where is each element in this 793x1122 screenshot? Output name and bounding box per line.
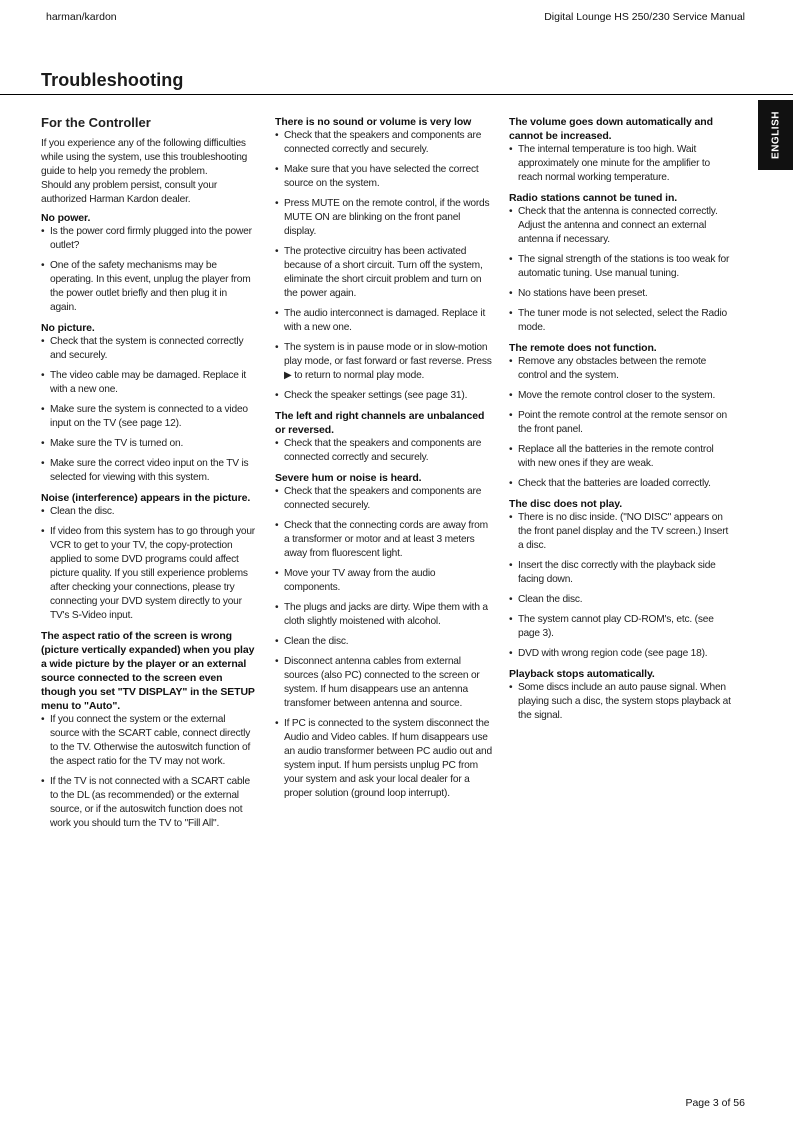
bullet-list — [509, 143, 731, 185]
bullet-list — [275, 485, 493, 801]
bullet-list — [509, 355, 731, 491]
bullet-item: • Is the power cord firmly plugged into the power outlet? — [41, 225, 256, 253]
bullet-list — [41, 713, 256, 831]
section-heading: There is no sound or volume is very low — [275, 116, 472, 128]
bullet-list — [41, 505, 256, 623]
section-heading: The disc does not play. — [509, 498, 623, 510]
trouble-section — [275, 409, 493, 465]
trouble-section — [41, 211, 256, 315]
column-2 — [275, 115, 493, 807]
col2-sections — [275, 115, 493, 801]
bullet-item: • Move your TV away from the audio components. — [275, 567, 493, 595]
bullet-item: • The tuner mode is not selected, select the Radio mode. — [509, 307, 731, 335]
bullet-item: • Check that the antenna is connected correctly. Adjust the antenna and connect an external antenna if necessary. — [509, 205, 731, 247]
bullet-item: • One of the safety mechanisms may be operating. In this event, unplug the player from the power outlet briefly and then plug it in again. — [41, 259, 256, 315]
bullet-item: • The protective circuitry has been activated because of a short circuit. Turn off the system, eliminate the short circuit problem and turn on the power again. — [275, 245, 493, 301]
bullet-item: • The audio interconnect is damaged. Replace it with a new one. — [275, 307, 493, 335]
bullet-item: • The system cannot play CD-ROM's, etc. (see page 3). — [509, 613, 731, 641]
section-heading: The remote does not function. — [509, 342, 657, 354]
bullet-item: • Check that the connecting cords are away from a transformer or motor and at least 3 meters away from fluorescent light. — [275, 519, 493, 561]
bullet-item: • Replace all the batteries in the remote control with new ones if they are weak. — [509, 443, 731, 471]
bullet-item: • Check that the system is connected correctly and securely. — [41, 335, 256, 363]
bullet-list — [41, 225, 256, 315]
page-title: Troubleshooting — [41, 70, 184, 90]
trouble-section — [509, 115, 731, 185]
bullet-item: • The plugs and jacks are dirty. Wipe them with a cloth slightly moistened with alcohol. — [275, 601, 493, 629]
bullet-item: • If you connect the system or the external source with the SCART cable, connect directly to the TV. Otherwise the autoswitch function of the aspect ratio for the TV may not work. — [41, 713, 256, 769]
bullet-item: • Check that the speakers and components are connected correctly and securely. — [275, 129, 493, 157]
bullet-list — [275, 437, 493, 465]
trouble-section — [275, 115, 493, 403]
bullet-item: • No stations have been preset. — [509, 287, 731, 301]
bullet-list — [275, 129, 493, 403]
bullet-item: • Clean the disc. — [509, 593, 731, 607]
bullet-item: • Clean the disc. — [275, 635, 493, 649]
bullet-item: • Check that the speakers and components are connected securely. — [275, 485, 493, 513]
trouble-section — [509, 191, 731, 335]
bullet-item: • Check the speaker settings (see page 31). — [275, 389, 493, 403]
section-heading: The volume goes down automatically and cannot be increased. — [509, 116, 713, 142]
controller-heading: For the Controller — [41, 115, 151, 130]
bullet-list — [41, 335, 256, 485]
intro-text: If you experience any of the following difficulties while using the system, use this troubleshooting guide to help you remedy the problem. Should any problem persist, consult your authorized Harman Kardon dealer. — [41, 138, 248, 205]
section-heading: No picture. — [41, 322, 95, 334]
trouble-section — [509, 341, 731, 491]
bullet-item: • Move the remote control closer to the system. — [509, 389, 731, 403]
section-heading: Noise (interference) appears in the picture. — [41, 492, 251, 504]
bullet-item: • The internal temperature is too high. Wait approximately one minute for the amplifier to reach normal working temperature. — [509, 143, 731, 185]
section-heading: The left and right channels are unbalanced or reversed. — [275, 410, 485, 436]
bullet-item: • Insert the disc correctly with the playback side facing down. — [509, 559, 731, 587]
column-3 — [509, 115, 731, 729]
bullet-item: • Point the remote control at the remote sensor on the front panel. — [509, 409, 731, 437]
trouble-section — [41, 629, 256, 831]
language-tab — [758, 100, 793, 170]
bullet-item: • Check that the speakers and components are connected correctly and securely. — [275, 437, 493, 465]
col1-sections — [41, 211, 256, 831]
bullet-item: • The system is in pause mode or in slow-motion play mode, or fast forward or fast reverse. Press ▶ to return to normal play mode. — [275, 341, 493, 383]
bullet-item: • Make sure the TV is turned on. — [41, 437, 256, 451]
col3-sections — [509, 115, 731, 723]
column-1 — [41, 115, 256, 837]
bullet-item: • DVD with wrong region code (see page 18). — [509, 647, 731, 661]
bullet-list — [509, 511, 731, 661]
page-number: Page 3 of 56 — [685, 1097, 745, 1109]
section-heading: Severe hum or noise is heard. — [275, 472, 422, 484]
bullet-item: • The signal strength of the stations is too weak for automatic tuning. Use manual tuning. — [509, 253, 731, 281]
section-heading: Playback stops automatically. — [509, 668, 655, 680]
trouble-section — [275, 471, 493, 801]
section-heading: Radio stations cannot be tuned in. — [509, 192, 678, 204]
bullet-item: • If PC is connected to the system disconnect the Audio and Video cables. If hum disappears use an audio transformer between PC audio out and system input. If hum persists unplug PC from your system and ask your local dealer for a proper solution (ground loop interrupt). — [275, 717, 493, 801]
bullet-list — [509, 681, 731, 723]
trouble-section — [509, 497, 731, 661]
title-rule — [0, 94, 793, 95]
bullet-item: • The video cable may be damaged. Replace it with a new one. — [41, 369, 256, 397]
bullet-item: • Press MUTE on the remote control, if the words MUTE ON are blinking on the front panel display. — [275, 197, 493, 239]
trouble-section — [41, 491, 256, 623]
bullet-list — [509, 205, 731, 335]
bullet-item: • If the TV is not connected with a SCART cable to the DL (as recommended) or the external source, or if the autoswitch function does not work you should turn the TV to "Fill All". — [41, 775, 256, 831]
manual-title: Digital Lounge HS 250/230 Service Manual — [544, 11, 745, 23]
bullet-item: • Disconnect antenna cables from external sources (also PC) connected to the screen or system. If hum disappears use an antenna transfomer between antenna and source. — [275, 655, 493, 711]
bullet-item: • Make sure the system is connected to a video input on the TV (see page 12). — [41, 403, 256, 431]
bullet-item: • Some discs include an auto pause signal. When playing such a disc, the system stops playback at the signal. — [509, 681, 731, 723]
bullet-item: • There is no disc inside. ("NO DISC" appears on the front panel display and the TV screen.) Insert a disc. — [509, 511, 731, 553]
bullet-item: • If video from this system has to go through your VCR to get to your TV, the copy-protection applied to some DVD programs could affect picture quality. If you still experience problems after checking your connections, please try connecting your DVD system directly to your TV's S-Video input. — [41, 525, 256, 623]
bullet-item: • Check that the batteries are loaded correctly. — [509, 477, 731, 491]
bullet-item: • Make sure that you have selected the correct source on the system. — [275, 163, 493, 191]
section-heading: The aspect ratio of the screen is wrong (picture vertically expanded) when you play a wide picture by the player or an external source connected to the screen even though you set "TV DISPLAY" in the SETUP menu to "Auto". — [41, 630, 255, 712]
trouble-section — [509, 667, 731, 723]
language-tab-label: ENGLISH — [770, 111, 781, 159]
section-heading: No power. — [41, 212, 91, 224]
bullet-item: • Remove any obstacles between the remote control and the system. — [509, 355, 731, 383]
bullet-item: • Make sure the correct video input on the TV is selected for viewing with this system. — [41, 457, 256, 485]
brand-name: harman/kardon — [46, 11, 117, 23]
bullet-item: • Clean the disc. — [41, 505, 256, 519]
trouble-section — [41, 321, 256, 485]
